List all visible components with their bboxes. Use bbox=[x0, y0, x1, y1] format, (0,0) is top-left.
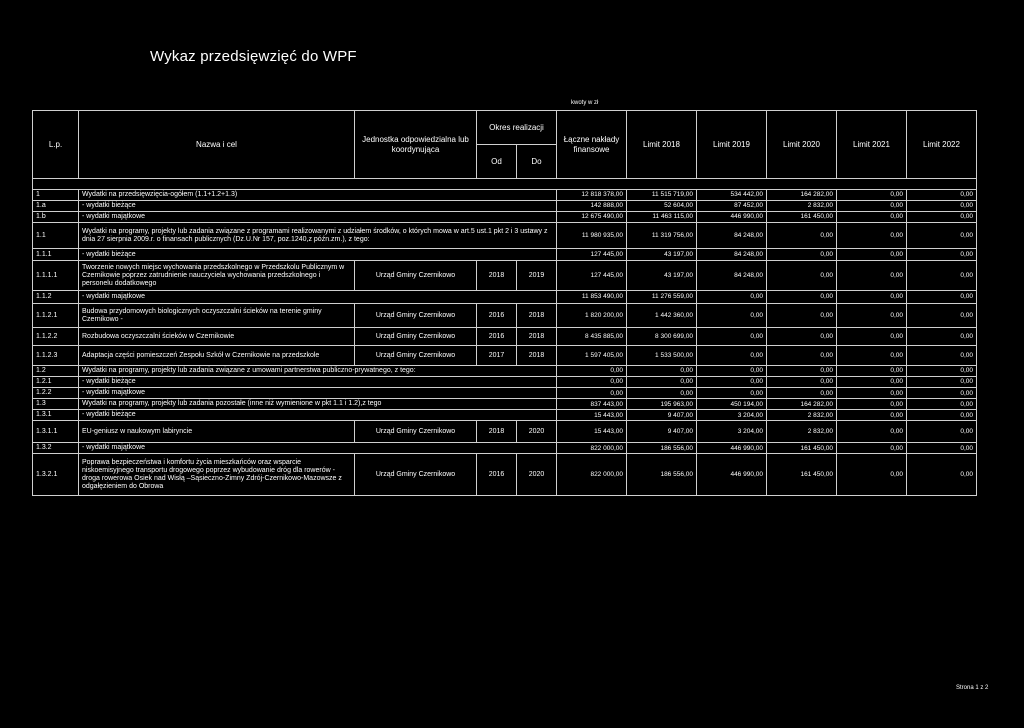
row-lp: 1.2 bbox=[33, 366, 79, 377]
row-limit-2020: 164 282,00 bbox=[767, 399, 837, 410]
row-limit-2019: 84 248,00 bbox=[697, 249, 767, 261]
row-limit-2020: 0,00 bbox=[767, 346, 837, 366]
page-footer: Strona 1 z 2 bbox=[956, 685, 989, 691]
row-total: 142 888,00 bbox=[557, 201, 627, 212]
header-limit-2018: Limit 2018 bbox=[627, 111, 697, 179]
row-total: 15 443,00 bbox=[557, 410, 627, 421]
row-lp: 1.2.2 bbox=[33, 388, 79, 399]
table-row bbox=[33, 201, 977, 212]
row-lp: 1.1.2.1 bbox=[33, 304, 79, 328]
row-unit: Urząd Gminy Czernikowo bbox=[355, 328, 477, 346]
row-name: Tworzenie nowych miejsc wychowania przedszkolnego w Przedszkolu Publicznym w Czernikowie poprzez zatrudnienie nauczyciela wychowania przedszkolnego i personelu dodatkowego bbox=[79, 261, 355, 291]
row-name: Wydatki na programy, projekty lub zadania związane z umowami partnerstwa publiczno-prywatnego, z tego: bbox=[79, 366, 557, 377]
row-name: - wydatki majątkowe bbox=[79, 291, 557, 304]
row-unit: Urząd Gminy Czernikowo bbox=[355, 304, 477, 328]
row-limit-2022: 0,00 bbox=[907, 190, 977, 201]
row-limit-2020: 0,00 bbox=[767, 388, 837, 399]
row-total: 12 675 490,00 bbox=[557, 212, 627, 223]
table-row bbox=[33, 212, 977, 223]
row-limit-2021: 0,00 bbox=[837, 304, 907, 328]
table-row bbox=[33, 261, 977, 291]
row-limit-2022: 0,00 bbox=[907, 421, 977, 443]
row-name: EU-geniusz w naukowym labiryncie bbox=[79, 421, 355, 443]
row-limit-2020: 2 832,00 bbox=[767, 421, 837, 443]
row-name: - wydatki majątkowe bbox=[79, 443, 557, 454]
row-limit-2018: 9 407,00 bbox=[627, 410, 697, 421]
row-lp: 1.b bbox=[33, 212, 79, 223]
row-limit-2020: 0,00 bbox=[767, 304, 837, 328]
header-total: Łączne nakłady finansowe bbox=[557, 111, 627, 179]
row-limit-2018: 9 407,00 bbox=[627, 421, 697, 443]
row-limit-2020: 0,00 bbox=[767, 328, 837, 346]
table-row bbox=[33, 388, 977, 399]
row-lp: 1.1.2.3 bbox=[33, 346, 79, 366]
row-lp: 1.1 bbox=[33, 223, 79, 249]
row-total: 15 443,00 bbox=[557, 421, 627, 443]
row-limit-2022: 0,00 bbox=[907, 201, 977, 212]
row-unit: Urząd Gminy Czernikowo bbox=[355, 261, 477, 291]
row-limit-2021: 0,00 bbox=[837, 212, 907, 223]
header-name: Nazwa i cel bbox=[79, 111, 355, 179]
row-total: 127 445,00 bbox=[557, 249, 627, 261]
table-row bbox=[33, 421, 977, 443]
row-limit-2022: 0,00 bbox=[907, 388, 977, 399]
row-limit-2021: 0,00 bbox=[837, 190, 907, 201]
row-total: 127 445,00 bbox=[557, 261, 627, 291]
header-limit-2020: Limit 2020 bbox=[767, 111, 837, 179]
row-limit-2019: 3 204,00 bbox=[697, 421, 767, 443]
row-name: - wydatki bieżące bbox=[79, 249, 557, 261]
row-total: 1 820 200,00 bbox=[557, 304, 627, 328]
row-limit-2021: 0,00 bbox=[837, 454, 907, 496]
row-limit-2021: 0,00 bbox=[837, 410, 907, 421]
table-row bbox=[33, 366, 977, 377]
row-limit-2020: 0,00 bbox=[767, 366, 837, 377]
row-lp: 1.3.1 bbox=[33, 410, 79, 421]
row-lp: 1.3.1.1 bbox=[33, 421, 79, 443]
row-lp: 1.2.1 bbox=[33, 377, 79, 388]
row-total: 0,00 bbox=[557, 388, 627, 399]
row-lp: 1.3.2.1 bbox=[33, 454, 79, 496]
row-limit-2018: 1 442 360,00 bbox=[627, 304, 697, 328]
row-limit-2021: 0,00 bbox=[837, 328, 907, 346]
row-limit-2022: 0,00 bbox=[907, 443, 977, 454]
projects-table bbox=[32, 110, 977, 496]
row-total: 0,00 bbox=[557, 366, 627, 377]
row-limit-2018: 11 319 756,00 bbox=[627, 223, 697, 249]
row-limit-2020: 161 450,00 bbox=[767, 212, 837, 223]
row-unit: Urząd Gminy Czernikowo bbox=[355, 346, 477, 366]
row-limit-2018: 186 556,00 bbox=[627, 454, 697, 496]
row-name: - wydatki bieżące bbox=[79, 377, 557, 388]
row-lp: 1.3 bbox=[33, 399, 79, 410]
row-limit-2019: 0,00 bbox=[697, 377, 767, 388]
row-limit-2019: 0,00 bbox=[697, 328, 767, 346]
row-lp: 1.3.2 bbox=[33, 443, 79, 454]
row-unit: Urząd Gminy Czernikowo bbox=[355, 454, 477, 496]
row-to: 2018 bbox=[517, 346, 557, 366]
table-row bbox=[33, 399, 977, 410]
row-limit-2018: 8 300 699,00 bbox=[627, 328, 697, 346]
table-row bbox=[33, 223, 977, 249]
row-total: 837 443,00 bbox=[557, 399, 627, 410]
row-total: 8 435 885,00 bbox=[557, 328, 627, 346]
row-name: Wydatki na przedsięwzięcia-ogółem (1.1+1.2+1.3) bbox=[79, 190, 557, 201]
row-limit-2021: 0,00 bbox=[837, 388, 907, 399]
row-limit-2019: 84 248,00 bbox=[697, 261, 767, 291]
row-limit-2022: 0,00 bbox=[907, 212, 977, 223]
row-limit-2018: 186 556,00 bbox=[627, 443, 697, 454]
row-to: 2020 bbox=[517, 421, 557, 443]
row-limit-2020: 2 832,00 bbox=[767, 201, 837, 212]
row-limit-2019: 0,00 bbox=[697, 366, 767, 377]
header-limit-2021: Limit 2021 bbox=[837, 111, 907, 179]
row-lp: 1.1.1.1 bbox=[33, 261, 79, 291]
row-total: 0,00 bbox=[557, 377, 627, 388]
row-name: - wydatki bieżące bbox=[79, 201, 557, 212]
row-unit: Urząd Gminy Czernikowo bbox=[355, 421, 477, 443]
row-limit-2021: 0,00 bbox=[837, 201, 907, 212]
row-limit-2021: 0,00 bbox=[837, 421, 907, 443]
row-limit-2018: 43 197,00 bbox=[627, 249, 697, 261]
row-limit-2021: 0,00 bbox=[837, 366, 907, 377]
row-limit-2022: 0,00 bbox=[907, 304, 977, 328]
header-unit: Jednostka odpowiedzialna lub koordynująca bbox=[355, 111, 477, 179]
row-lp: 1.1.2.2 bbox=[33, 328, 79, 346]
row-lp: 1 bbox=[33, 190, 79, 201]
row-limit-2019: 0,00 bbox=[697, 388, 767, 399]
row-name: Poprawa bezpieczeństwa i komfortu życia mieszkańców oraz wsparcie niskoemisyjnego transportu drogowego poprzez wybudowanie dróg dla rowerów - droga rowerowa Osiek nad Wisłą –Sąsieczno-Zimny Zdrój-Czernikowo-Mazowsze z odgałęzieniem do Obrowa bbox=[79, 454, 355, 496]
row-limit-2022: 0,00 bbox=[907, 410, 977, 421]
header-limit-2019: Limit 2019 bbox=[697, 111, 767, 179]
row-limit-2020: 161 450,00 bbox=[767, 443, 837, 454]
row-limit-2019: 87 452,00 bbox=[697, 201, 767, 212]
table-body bbox=[33, 179, 977, 496]
row-to: 2018 bbox=[517, 304, 557, 328]
row-limit-2019: 0,00 bbox=[697, 291, 767, 304]
row-limit-2021: 0,00 bbox=[837, 377, 907, 388]
row-limit-2019: 84 248,00 bbox=[697, 223, 767, 249]
row-lp: 1.1.2 bbox=[33, 291, 79, 304]
row-limit-2018: 0,00 bbox=[627, 366, 697, 377]
row-limit-2021: 0,00 bbox=[837, 223, 907, 249]
header-from: Od bbox=[477, 145, 517, 179]
header-lp: L.p. bbox=[33, 111, 79, 179]
row-limit-2022: 0,00 bbox=[907, 223, 977, 249]
row-name: - wydatki bieżące bbox=[79, 410, 557, 421]
row-limit-2022: 0,00 bbox=[907, 346, 977, 366]
table-row bbox=[33, 249, 977, 261]
table-row bbox=[33, 291, 977, 304]
row-limit-2021: 0,00 bbox=[837, 291, 907, 304]
row-limit-2019: 3 204,00 bbox=[697, 410, 767, 421]
row-limit-2020: 0,00 bbox=[767, 291, 837, 304]
row-lp: 1.1.1 bbox=[33, 249, 79, 261]
table-row bbox=[33, 346, 977, 366]
row-limit-2018: 11 515 719,00 bbox=[627, 190, 697, 201]
row-limit-2022: 0,00 bbox=[907, 261, 977, 291]
header-to: Do bbox=[517, 145, 557, 179]
row-limit-2018: 11 463 115,00 bbox=[627, 212, 697, 223]
row-limit-2020: 2 832,00 bbox=[767, 410, 837, 421]
row-from: 2016 bbox=[477, 454, 517, 496]
row-limit-2021: 0,00 bbox=[837, 399, 907, 410]
row-limit-2018: 43 197,00 bbox=[627, 261, 697, 291]
row-name: Wydatki na programy, projekty lub zadania związane z programami realizowanymi z udziałem środków, o których mowa w art.5 ust.1 pkt 2 i 3 ustawy z dnia 27 sierpnia 2009.r. o finansach publicznych (Dz.U.Nr 157, poz.1240,z późn.zm.), z tego: bbox=[79, 223, 557, 249]
row-total: 822 000,00 bbox=[557, 454, 627, 496]
row-limit-2022: 0,00 bbox=[907, 366, 977, 377]
table-row bbox=[33, 410, 977, 421]
table-row bbox=[33, 190, 977, 201]
row-limit-2020: 161 450,00 bbox=[767, 454, 837, 496]
row-limit-2021: 0,00 bbox=[837, 346, 907, 366]
row-limit-2019: 450 194,00 bbox=[697, 399, 767, 410]
table-row bbox=[33, 328, 977, 346]
table-row bbox=[33, 377, 977, 388]
row-lp: 1.a bbox=[33, 201, 79, 212]
row-limit-2021: 0,00 bbox=[837, 443, 907, 454]
row-from: 2018 bbox=[477, 421, 517, 443]
row-to: 2018 bbox=[517, 328, 557, 346]
row-total: 822 000,00 bbox=[557, 443, 627, 454]
row-name: Wydatki na programy, projekty lub zadania pozostałe (inne niż wymienione w pkt 1.1 i 1.2),z tego bbox=[79, 399, 557, 410]
page-title: Wykaz przedsięwzięć do WPF bbox=[150, 48, 357, 65]
row-limit-2019: 534 442,00 bbox=[697, 190, 767, 201]
row-total: 12 818 378,00 bbox=[557, 190, 627, 201]
row-limit-2022: 0,00 bbox=[907, 399, 977, 410]
row-limit-2018: 195 963,00 bbox=[627, 399, 697, 410]
row-name: Adaptacja części pomieszczeń Zespołu Szkół w Czernikowie na przedszkole bbox=[79, 346, 355, 366]
row-from: 2017 bbox=[477, 346, 517, 366]
row-from: 2018 bbox=[477, 261, 517, 291]
row-limit-2020: 0,00 bbox=[767, 249, 837, 261]
row-name: Budowa przydomowych biologicznych oczyszczalni ścieków na terenie gminy Czernikowo - bbox=[79, 304, 355, 328]
row-limit-2018: 0,00 bbox=[627, 377, 697, 388]
row-limit-2022: 0,00 bbox=[907, 291, 977, 304]
table-row bbox=[33, 454, 977, 496]
row-to: 2019 bbox=[517, 261, 557, 291]
row-limit-2020: 164 282,00 bbox=[767, 190, 837, 201]
row-name: Rozbudowa oczyszczalni ścieków w Czernikowie bbox=[79, 328, 355, 346]
row-limit-2018: 1 533 500,00 bbox=[627, 346, 697, 366]
table-row bbox=[33, 443, 977, 454]
row-limit-2019: 0,00 bbox=[697, 346, 767, 366]
header-limit-2022: Limit 2022 bbox=[907, 111, 977, 179]
row-total: 11 853 490,00 bbox=[557, 291, 627, 304]
row-limit-2020: 0,00 bbox=[767, 377, 837, 388]
row-limit-2021: 0,00 bbox=[837, 249, 907, 261]
unit-note: kwoty w zł bbox=[571, 100, 599, 106]
row-limit-2019: 0,00 bbox=[697, 304, 767, 328]
row-limit-2019: 446 990,00 bbox=[697, 454, 767, 496]
row-name: - wydatki majątkowe bbox=[79, 212, 557, 223]
row-limit-2020: 0,00 bbox=[767, 223, 837, 249]
row-limit-2019: 446 990,00 bbox=[697, 212, 767, 223]
row-to: 2020 bbox=[517, 454, 557, 496]
row-limit-2019: 446 990,00 bbox=[697, 443, 767, 454]
row-name: - wydatki majątkowe bbox=[79, 388, 557, 399]
header-period: Okres realizacji bbox=[477, 111, 557, 145]
row-limit-2021: 0,00 bbox=[837, 261, 907, 291]
row-limit-2022: 0,00 bbox=[907, 328, 977, 346]
row-limit-2022: 0,00 bbox=[907, 454, 977, 496]
row-limit-2022: 0,00 bbox=[907, 377, 977, 388]
row-total: 1 597 405,00 bbox=[557, 346, 627, 366]
row-limit-2018: 52 604,00 bbox=[627, 201, 697, 212]
row-from: 2016 bbox=[477, 304, 517, 328]
row-limit-2020: 0,00 bbox=[767, 261, 837, 291]
row-limit-2022: 0,00 bbox=[907, 249, 977, 261]
row-limit-2018: 11 276 559,00 bbox=[627, 291, 697, 304]
row-limit-2018: 0,00 bbox=[627, 388, 697, 399]
row-from: 2016 bbox=[477, 328, 517, 346]
row-total: 11 980 935,00 bbox=[557, 223, 627, 249]
table-row bbox=[33, 304, 977, 328]
